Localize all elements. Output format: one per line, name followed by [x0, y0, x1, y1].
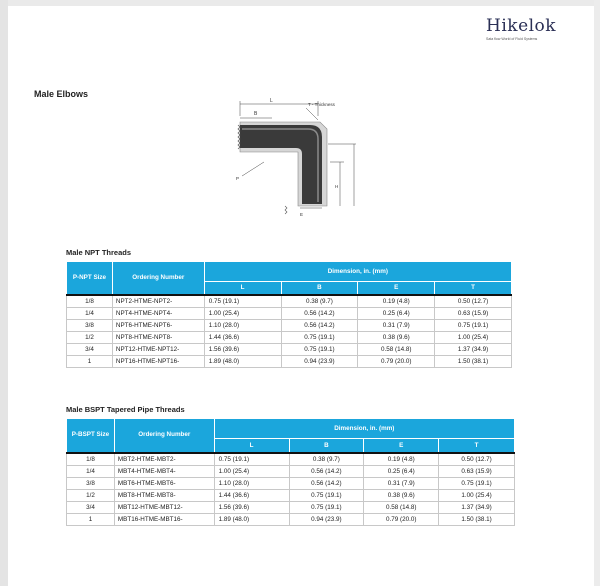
ordering-number: NPT2-HTME-NPT2-	[112, 295, 204, 308]
dim-B: 0.56 (14.2)	[281, 319, 358, 331]
bspt-ordering-header: Ordering Number	[114, 419, 214, 453]
dim-L: 0.75 (19.1)	[204, 295, 281, 308]
npt-size-header: P-NPT Size	[67, 262, 113, 295]
size-cell: 1/8	[67, 453, 115, 466]
table-row	[67, 453, 515, 466]
brand-logo	[486, 16, 581, 41]
ordering-number: NPT8-HTME-NPT8-	[112, 331, 204, 343]
dim-E: 0.25 (6.4)	[364, 465, 439, 477]
dim-T: 0.63 (15.9)	[435, 307, 512, 319]
table-row	[67, 489, 515, 501]
bspt-size-header: P-BSPT Size	[67, 419, 115, 453]
dim-E: 0.38 (9.6)	[358, 331, 435, 343]
dim-E: 0.31 (7.9)	[358, 319, 435, 331]
dim-E: 0.19 (4.8)	[364, 453, 439, 466]
dim-L: 1.44 (36.6)	[204, 331, 281, 343]
npt-col-L: L	[204, 282, 281, 295]
bspt-table	[66, 418, 515, 526]
ordering-number: MBT6-HTME-MBT6-	[114, 477, 214, 489]
ordering-number: MBT12-HTME-MBT12-	[114, 501, 214, 513]
size-cell: 3/4	[67, 343, 113, 355]
dim-E: 0.38 (9.6)	[364, 489, 439, 501]
thread-left	[238, 125, 240, 149]
label-L: L	[270, 98, 273, 104]
dim-L: 1.00 (25.4)	[214, 465, 289, 477]
dim-E: 0.79 (20.0)	[358, 355, 435, 367]
brand-tagline: Sata flow World of Fluid Systems	[486, 37, 538, 41]
dim-B: 0.56 (14.2)	[289, 465, 364, 477]
table-row	[67, 307, 512, 319]
size-cell: 1	[67, 513, 115, 525]
section-title: Male Elbows	[34, 89, 89, 99]
table-row	[67, 355, 512, 367]
table-row	[67, 331, 512, 343]
size-cell: 3/8	[67, 477, 115, 489]
table-row	[67, 295, 512, 308]
bspt-col-E: E	[364, 439, 439, 453]
size-cell: 1/2	[67, 331, 113, 343]
dim-E: 0.31 (7.9)	[364, 477, 439, 489]
dim-L: 1.44 (36.6)	[214, 489, 289, 501]
leader-T	[306, 108, 318, 120]
bspt-dimension-header: Dimension, in. (mm)	[214, 419, 514, 439]
ordering-number: MBT2-HTME-MBT2-	[114, 453, 214, 466]
dim-E: 0.58 (14.8)	[358, 343, 435, 355]
dim-T: 0.50 (12.7)	[439, 453, 515, 466]
size-cell: 1/8	[67, 295, 113, 308]
dim-L: 1.10 (28.0)	[204, 319, 281, 331]
table-row	[67, 513, 515, 525]
table-row	[67, 319, 512, 331]
bspt-col-L: L	[214, 439, 289, 453]
dim-B: 0.75 (19.1)	[289, 501, 364, 513]
npt-col-T: T	[435, 282, 512, 295]
size-cell: 1/4	[67, 307, 113, 319]
dim-B: 0.38 (9.7)	[281, 295, 358, 308]
dim-B: 0.38 (9.7)	[289, 453, 364, 466]
dim-B: 0.75 (19.1)	[281, 343, 358, 355]
dim-E: 0.25 (6.4)	[358, 307, 435, 319]
dim-T: 1.37 (34.9)	[435, 343, 512, 355]
dim-L: 1.56 (39.6)	[214, 501, 289, 513]
dim-B: 0.75 (19.1)	[281, 331, 358, 343]
dim-T: 1.37 (34.9)	[439, 501, 515, 513]
size-cell: 1/4	[67, 465, 115, 477]
npt-table-title: Male NPT Threads	[66, 248, 132, 257]
ordering-number: MBT16-HTME-MBT16-	[114, 513, 214, 525]
dim-E: 0.58 (14.8)	[364, 501, 439, 513]
size-cell: 1/2	[67, 489, 115, 501]
page-border-left	[0, 0, 8, 586]
dim-B: 0.56 (14.2)	[281, 307, 358, 319]
label-B: B	[254, 111, 258, 117]
bspt-col-B: B	[289, 439, 364, 453]
dim-T: 0.63 (15.9)	[439, 465, 515, 477]
size-cell: 1	[67, 355, 113, 367]
label-H: H	[335, 184, 339, 189]
dim-E: 0.79 (20.0)	[364, 513, 439, 525]
dim-B: 0.94 (23.9)	[289, 513, 364, 525]
dim-B: 0.75 (19.1)	[289, 489, 364, 501]
table-row	[67, 465, 515, 477]
table-row	[67, 477, 515, 489]
dim-L: 1.10 (28.0)	[214, 477, 289, 489]
dim-L: 0.75 (19.1)	[214, 453, 289, 466]
dim-L: 1.00 (25.4)	[204, 307, 281, 319]
dim-L: 1.89 (48.0)	[214, 513, 289, 525]
bspt-table-title: Male BSPT Tapered Pipe Threads	[66, 405, 185, 414]
dim-T: 0.75 (19.1)	[439, 477, 515, 489]
dim-L: 1.89 (48.0)	[204, 355, 281, 367]
elbow-pipe	[240, 125, 322, 204]
thread-bottom	[285, 206, 287, 214]
table-row	[67, 501, 515, 513]
dim-T: 1.00 (25.4)	[435, 331, 512, 343]
dim-T: 0.75 (19.1)	[435, 319, 512, 331]
ordering-number: NPT6-HTME-NPT6-	[112, 319, 204, 331]
npt-ordering-header: Ordering Number	[112, 262, 204, 295]
size-cell: 3/8	[67, 319, 113, 331]
dim-E: 0.19 (4.8)	[358, 295, 435, 308]
male-elbow-diagram	[222, 96, 372, 221]
bspt-col-T: T	[439, 439, 515, 453]
ordering-number: NPT12-HTME-NPT12-	[112, 343, 204, 355]
npt-table	[66, 261, 512, 368]
brand-name: Hikelok	[486, 16, 557, 36]
dim-B: 0.94 (23.9)	[281, 355, 358, 367]
dim-T: 1.50 (38.1)	[435, 355, 512, 367]
label-E: E	[300, 212, 304, 217]
page-border-top	[0, 0, 600, 6]
ordering-number: NPT16-HTME-NPT16-	[112, 355, 204, 367]
dim-T: 0.50 (12.7)	[435, 295, 512, 308]
dim-T: 1.50 (38.1)	[439, 513, 515, 525]
ordering-number: NPT4-HTME-NPT4-	[112, 307, 204, 319]
ordering-number: MBT4-HTME-MBT4-	[114, 465, 214, 477]
size-cell: 3/4	[67, 501, 115, 513]
page-border-right	[594, 0, 600, 586]
dim-T: 1.00 (25.4)	[439, 489, 515, 501]
label-T: T - Thickness	[308, 102, 335, 107]
dim-L: 1.56 (39.6)	[204, 343, 281, 355]
label-P: P	[236, 176, 240, 181]
ordering-number: MBT8-HTME-MBT8-	[114, 489, 214, 501]
dim-B: 0.56 (14.2)	[289, 477, 364, 489]
npt-dimension-header: Dimension, in. (mm)	[204, 262, 511, 282]
npt-col-B: B	[281, 282, 358, 295]
leader-P	[242, 162, 264, 176]
npt-col-E: E	[358, 282, 435, 295]
table-row	[67, 343, 512, 355]
